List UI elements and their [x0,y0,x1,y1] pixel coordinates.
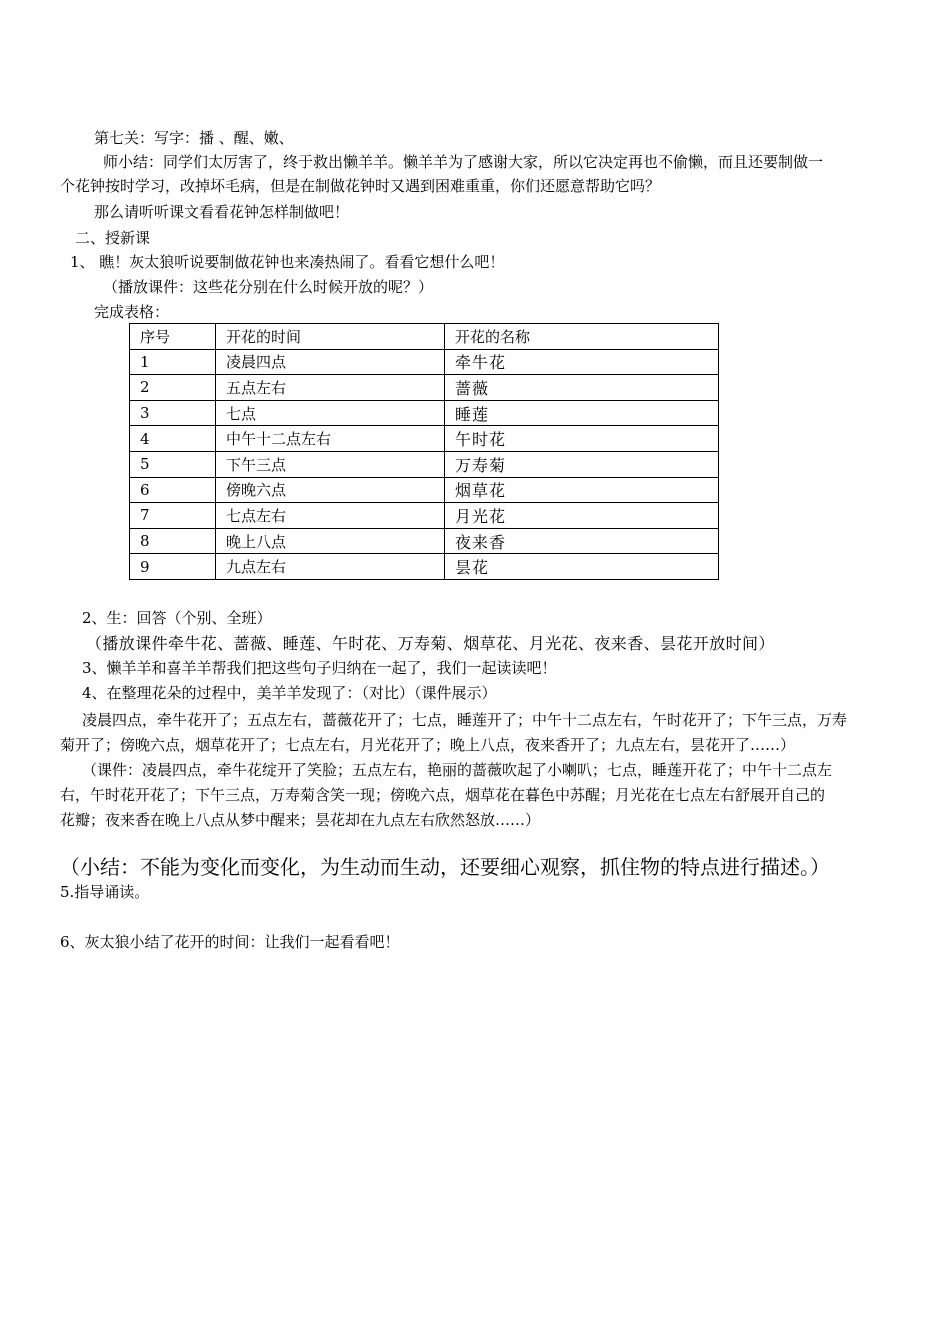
row-flower: 夜来香 [445,528,719,554]
section-heading-new-lesson: 二、授新课 [75,229,151,247]
teacher-summary-line2: 个花钟按时学习，改掉坏毛病，但是在制做花钟时又遇到困难重重，你们还愿意帮助它吗？ [60,177,661,195]
table-header-row [130,324,719,350]
row-time: 七点 [216,400,445,426]
row-time: 九点左右 [216,554,445,580]
table-row [130,554,719,580]
step-5: 5.指导诵读。 [60,883,150,901]
table-row [130,528,719,554]
row-time: 傍晚六点 [216,477,445,503]
row-time: 中午十二点左右 [216,426,445,452]
teacher-summary-line1: 师小结：同学们太厉害了，终于救出懒羊羊。懒羊羊为了感谢大家，所以它决定再也不偷懒，而且还要制做一 [103,153,824,171]
row-time: 晚上八点 [216,528,445,554]
row-time: 下午三点 [216,451,445,477]
row-index: 4 [130,426,216,452]
step-2: 2、生：回答（个别、全班） [82,609,272,627]
row-index: 3 [130,400,216,426]
row-time: 五点左右 [216,375,445,401]
row-flower: 睡莲 [445,400,719,426]
step-2-courseware: （播放课件牵牛花、蔷薇、睡莲、午时花、万寿菊、烟草花、月光花、夜来香、昙花开放时间） [86,634,775,653]
level7-writing: 第七关：写字：播 、醒、嫩、 [94,129,294,147]
comparison-para2-line1: （课件：凌晨四点，牵牛花绽开了笑脸；五点左右，艳丽的蔷薇吹起了小喇叭；七点，睡莲开花了；中午十二点左 [82,761,833,779]
step-6: 6、灰太狼小结了花开的时间：让我们一起看看吧！ [60,933,400,951]
table-row [130,375,719,401]
comparison-para1-line1: 凌晨四点，牵牛花开了；五点左右，蔷薇花开了；七点，睡莲开了；中午十二点左右，午时花开了；下午三点，万寿 [82,711,848,729]
table-row [130,349,719,375]
header-time: 开花的时间 [216,324,445,350]
comparison-para1-line2: 菊开了；傍晚六点，烟草花开了；七点左右，月光花开了；晚上八点，夜来香开了；九点左右，昙花开了……） [60,736,796,754]
row-index: 2 [130,375,216,401]
row-time: 凌晨四点 [216,349,445,375]
row-time: 七点左右 [216,503,445,529]
row-flower: 昙花 [445,554,719,580]
header-flower: 开花的名称 [445,324,719,350]
table-row [130,451,719,477]
row-flower: 月光花 [445,503,719,529]
row-flower: 烟草花 [445,477,719,503]
row-index: 6 [130,477,216,503]
row-index: 9 [130,554,216,580]
comparison-para2-line3: 花瓣；夜来香在晚上八点从梦中醒来；昙花却在九点左右欣然怒放……） [60,811,541,829]
row-flower: 午时花 [445,426,719,452]
row-index: 8 [130,528,216,554]
step-4: 4、在整理花朵的过程中，美羊羊发现了：（对比）（课件展示） [82,684,497,702]
flower-time-table [129,323,719,580]
table-row [130,400,719,426]
row-index: 1 [130,349,216,375]
listen-instruction: 那么请听听课文看看花钟怎样制做吧！ [94,203,350,221]
step-3: 3、懒羊羊和喜羊羊帮我们把这些句子归纳在一起了，我们一起读读吧！ [82,659,557,677]
table-row [130,477,719,503]
row-flower: 蔷薇 [445,375,719,401]
comparison-para2-line2: 右，午时花开花了；下午三点，万寿菊含笑一现；傍晚六点，烟草花在暮色中苏醒；月光花在七点左右舒展开自己的 [60,786,826,804]
header-index: 序号 [130,324,216,350]
row-index: 5 [130,451,216,477]
row-index: 7 [130,503,216,529]
conclusion-summary: （小结：不能为变化而变化，为生动而生动，还要细心观察，抓住物的特点进行描述。） [60,855,830,879]
table-row [130,503,719,529]
table-label: 完成表格： [94,303,170,321]
row-flower: 牵牛花 [445,349,719,375]
step-1: 1、 瞧！灰太狼听说要制做花钟也来凑热闹了。看看它想什么吧！ [70,253,505,271]
row-flower: 万寿菊 [445,451,719,477]
step-1-courseware: （播放课件：这些花分别在什么时候开放的呢？） [103,278,434,296]
table-row [130,426,719,452]
